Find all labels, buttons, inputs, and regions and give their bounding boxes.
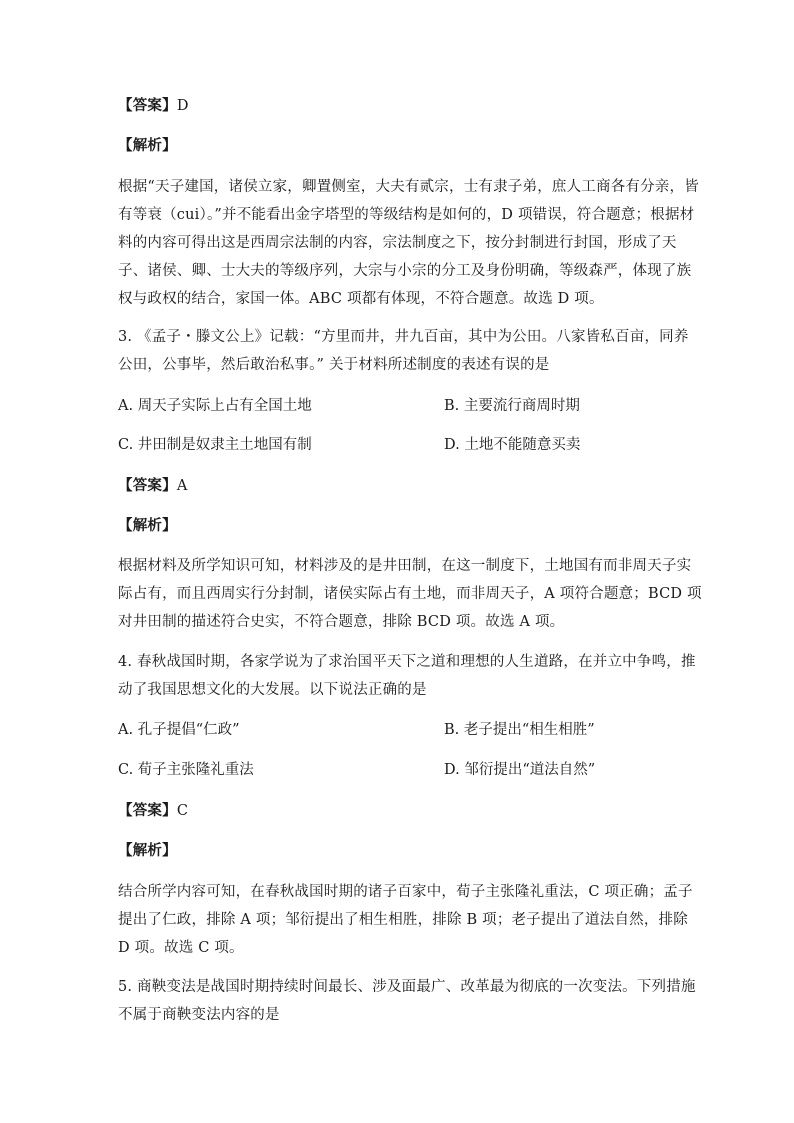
q4-option-a: A. 孔子提倡“仁政” bbox=[118, 722, 240, 738]
q3-option-c: C. 井田制是奴隶主土地国有制 bbox=[118, 437, 312, 453]
analysis-heading-q3 bbox=[118, 516, 177, 536]
question-3-line: 3. 《孟子・滕文公上》记载：“方里而井，井九百亩，其中为公田。八家皆私百亩，同养 bbox=[118, 329, 689, 345]
question-5-line: 5. 商鞅变法是战国时期持续时间最长、涉及面最广、改革最为彻底的一次变法。下列措施 bbox=[118, 979, 696, 995]
analysis-text-line: 有等衰（cui）。”并不能看出金字塔型的等级结构是如何的，D 项错误，符合题意；根据材 bbox=[118, 207, 695, 223]
q4-option-c: C. 荀子主张隆礼重法 bbox=[118, 762, 254, 778]
analysis-text-line: 料的内容可得出这是西周宗法制的内容，宗法制度之下，按分封制进行封国，形成了天 bbox=[118, 235, 677, 251]
question-4-line: 动了我国思想文化的大发展。以下说法正确的是 bbox=[118, 682, 427, 698]
q3-option-a: A. 周天子实际上占有全国土地 bbox=[118, 398, 312, 414]
q3-option-b: B. 主要流行商周时期 bbox=[444, 398, 580, 414]
analysis-text-line: 子、诸侯、卿、士大夫的等级序列，大宗与小宗的分工及身份明确，等级森严，体现了族 bbox=[118, 263, 692, 279]
answer-value: C bbox=[176, 803, 189, 819]
answer-line-q4 bbox=[118, 801, 188, 821]
answer-tag: 【答案】 bbox=[118, 478, 177, 494]
question-3-line: 公田，公事毕，然后敢治私事。” 关于材料所述制度的表述有误的是 bbox=[118, 357, 550, 373]
answer-line-q2 bbox=[118, 96, 189, 116]
analysis-tag: 【解析】 bbox=[118, 843, 177, 859]
analysis-text-line: 际占有，而且西周实行分封制，诸侯实际占有土地，而非周天子，A 项符合题意；BCD 项 bbox=[118, 586, 702, 602]
q4-option-b: B. 老子提出“相生相胜” bbox=[444, 722, 595, 738]
answer-value: D bbox=[176, 98, 189, 114]
analysis-text-line: 提出了仁政，排除 A 项；邹衍提出了相生相胜，排除 B 项；老子提出了道法自然，排除 bbox=[118, 912, 688, 928]
analysis-tag: 【解析】 bbox=[118, 138, 177, 154]
analysis-text-line: 根据材料及所学知识可知，材料涉及的是井田制，在这一制度下，土地国有而非周天子实 bbox=[118, 558, 692, 574]
analysis-text-line: 对井田制的描述符合史实，不符合题意，排除 BCD 项。故选 A 项。 bbox=[118, 614, 565, 630]
analysis-text-line: 权与政权的结合，家国一体。ABC 项都有体现，不符合题意。故选 D 项。 bbox=[118, 291, 604, 307]
analysis-text-line: D 项。故选 C 项。 bbox=[118, 940, 244, 956]
question-4-line: 4. 春秋战国时期，各家学说为了求治国平天下之道和理想的人生道路，在并立中争鸣，推 bbox=[118, 654, 696, 670]
answer-value: A bbox=[176, 478, 188, 494]
q3-option-d: D. 土地不能随意买卖 bbox=[444, 437, 581, 453]
answer-tag: 【答案】 bbox=[118, 98, 177, 114]
q4-option-d: D. 邹衍提出“道法自然” bbox=[444, 762, 596, 778]
answer-line-q3 bbox=[118, 476, 187, 496]
analysis-heading-q2 bbox=[118, 136, 177, 156]
analysis-tag: 【解析】 bbox=[118, 518, 177, 534]
analysis-heading-q4 bbox=[118, 841, 177, 861]
analysis-text-line: 根据“天子建国，诸侯立家，卿置侧室，大夫有贰宗，士有隶子弟，庶人工商各有分亲，皆 bbox=[118, 179, 699, 195]
question-5-line: 不属于商鞅变法内容的是 bbox=[118, 1007, 280, 1023]
answer-tag: 【答案】 bbox=[118, 803, 177, 819]
analysis-text-line: 结合所学内容可知，在春秋战国时期的诸子百家中，荀子主张隆礼重法，C 项正确；孟子 bbox=[118, 884, 693, 900]
